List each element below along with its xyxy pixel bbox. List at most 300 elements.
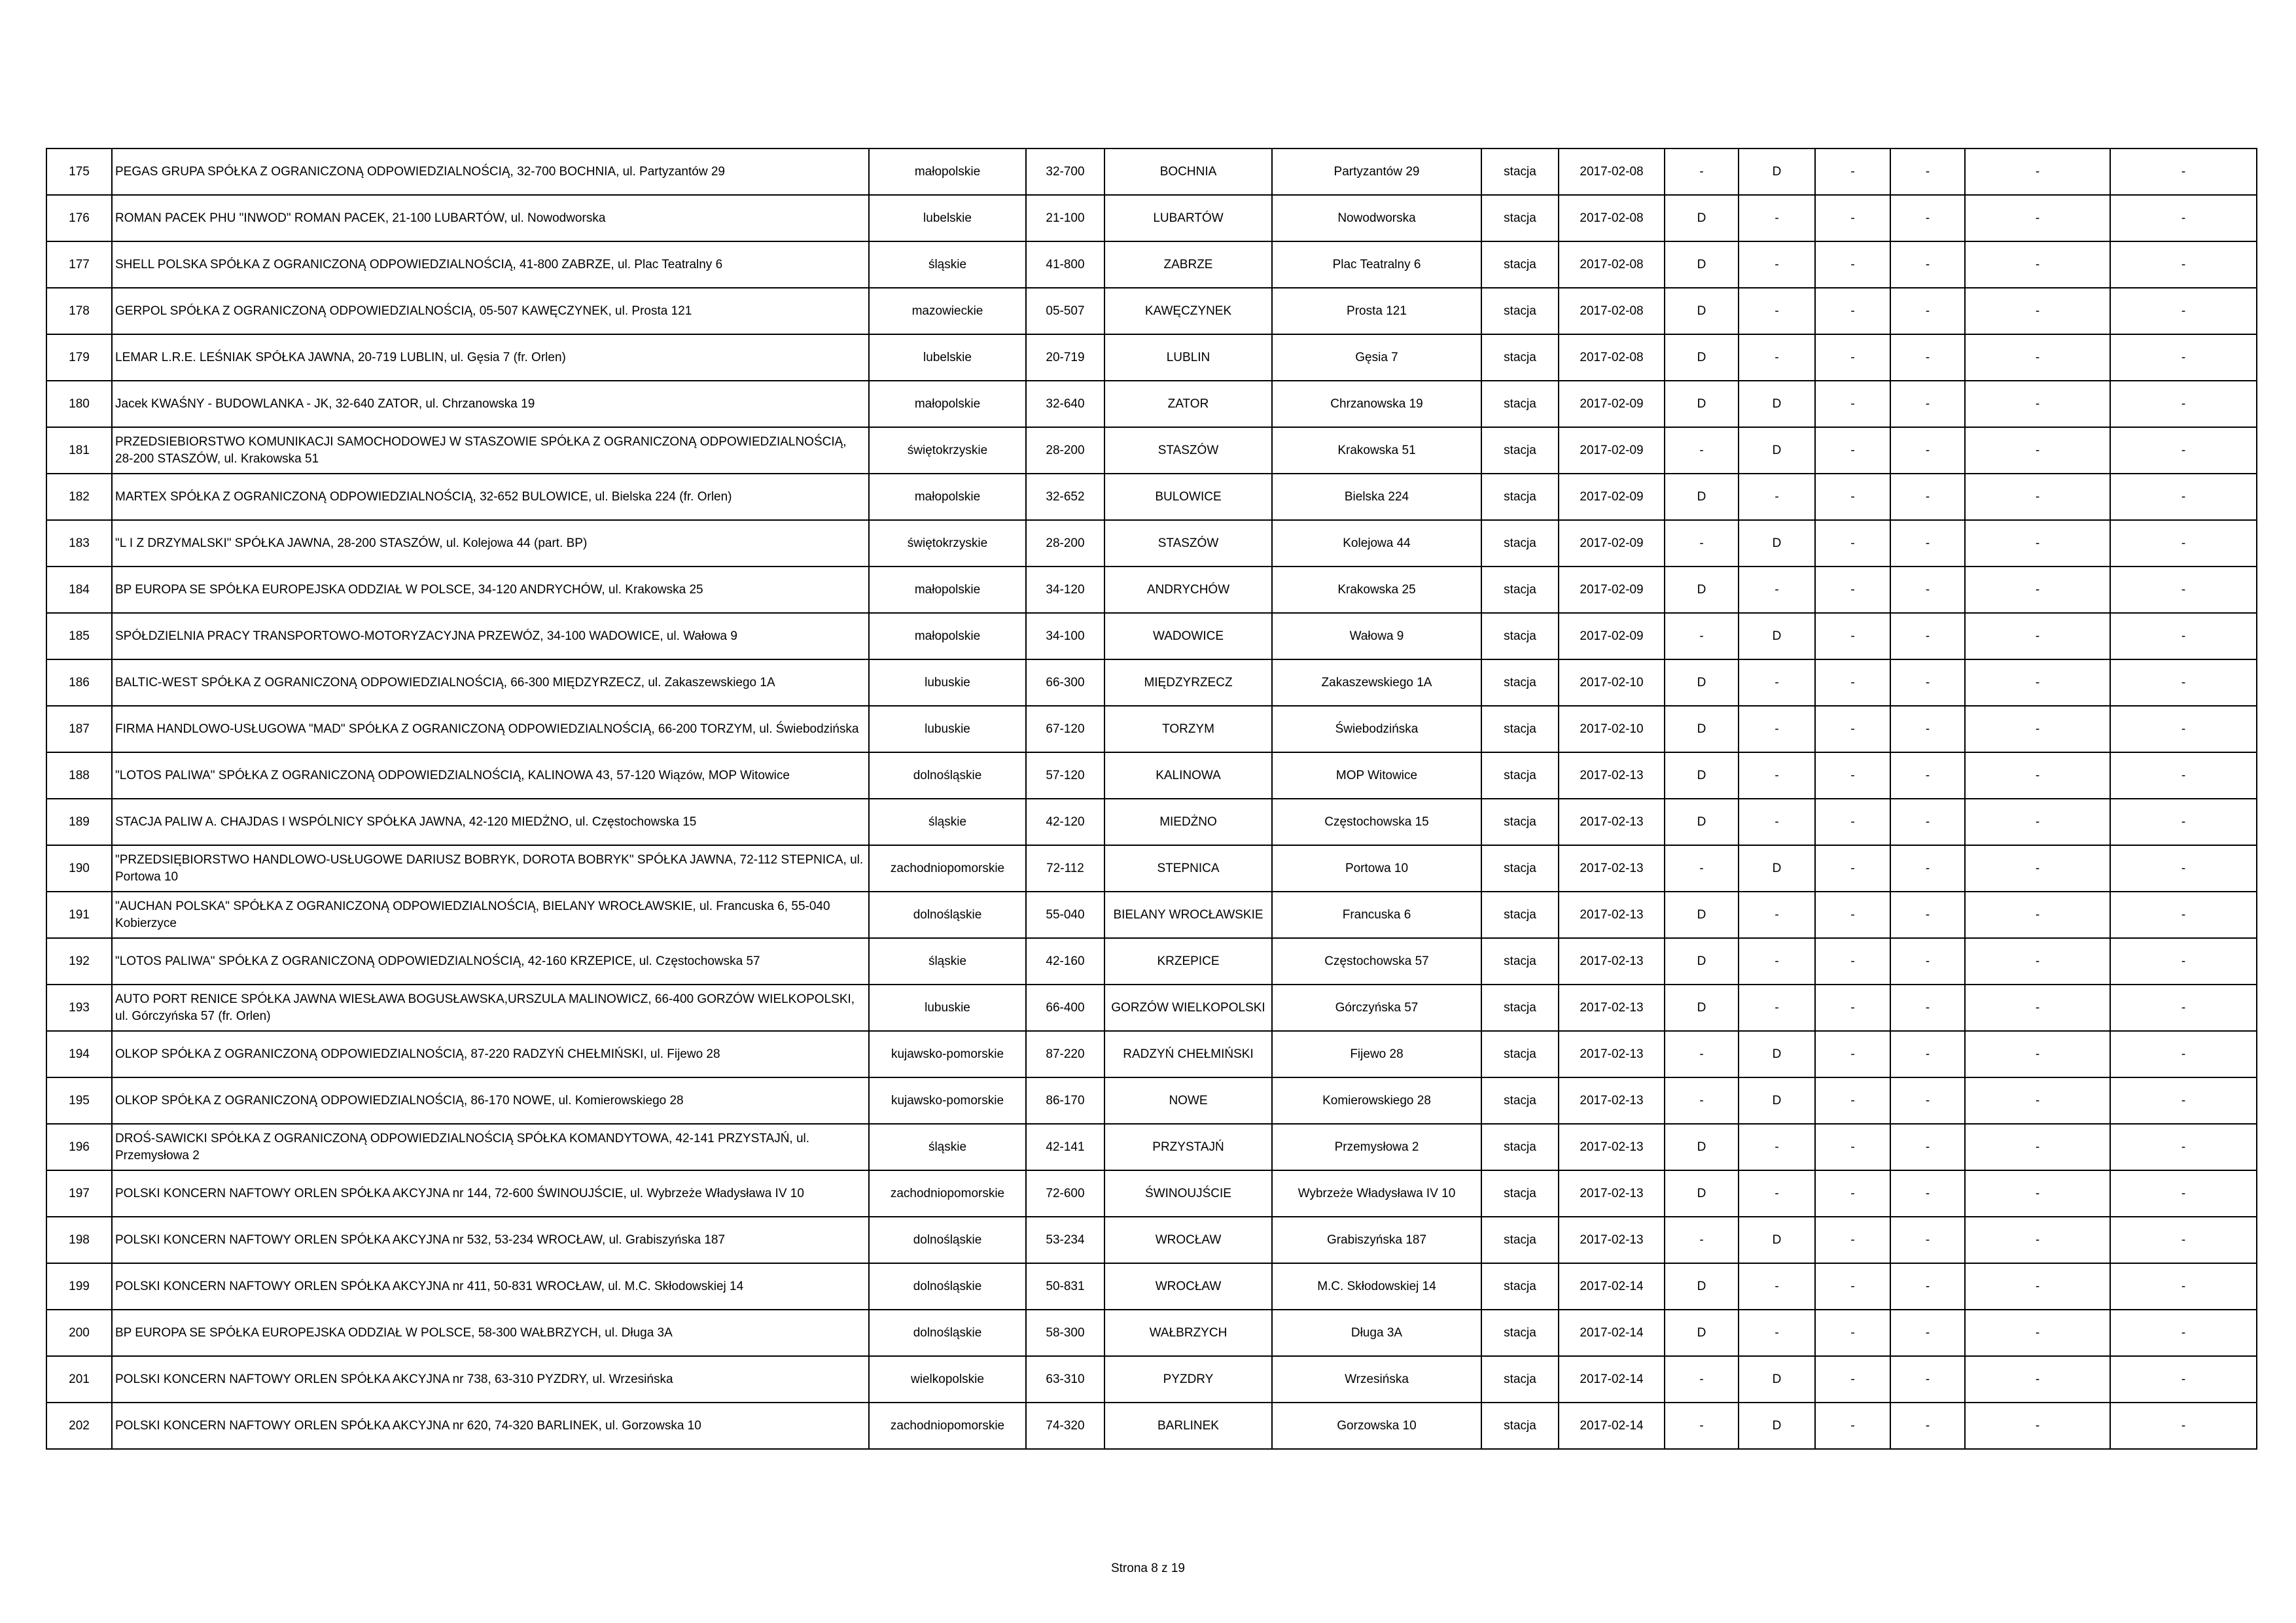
street-cell: Długa 3A <box>1272 1310 1481 1356</box>
flag-cell-4: - <box>1890 195 1965 241</box>
flag-cell-1: D <box>1665 799 1739 845</box>
flag-cell-4: - <box>1890 567 1965 613</box>
voivodeship-cell: lubuskie <box>869 706 1026 752</box>
flag-cell-1: D <box>1665 567 1739 613</box>
flag-cell-3: - <box>1815 241 1890 288</box>
flag-cell-6: - <box>2110 1356 2257 1403</box>
city-cell: STEPNICA <box>1104 845 1272 892</box>
date-cell: 2017-02-13 <box>1559 938 1665 985</box>
flag-cell-1: D <box>1665 288 1739 334</box>
company-cell: BALTIC-WEST SPÓŁKA Z OGRANICZONĄ ODPOWIEDZIALNOŚCIĄ, 66-300 MIĘDZYRZECZ, ul. Zakaszewskiego 1A <box>112 659 869 706</box>
type-cell: stacja <box>1481 799 1559 845</box>
row-number-cell: 180 <box>46 381 112 427</box>
flag-cell-6: - <box>2110 1263 2257 1310</box>
street-cell: Gęsia 7 <box>1272 334 1481 381</box>
flag-cell-1: - <box>1665 148 1739 195</box>
type-cell: stacja <box>1481 892 1559 938</box>
flag-cell-2: - <box>1739 799 1815 845</box>
flag-cell-4: - <box>1890 613 1965 659</box>
flag-cell-5: - <box>1965 985 2110 1031</box>
flag-cell-4: - <box>1890 1403 1965 1449</box>
company-cell: POLSKI KONCERN NAFTOWY ORLEN SPÓŁKA AKCYJNA nr 620, 74-320 BARLINEK, ul. Gorzowska 10 <box>112 1403 869 1449</box>
flag-cell-6: - <box>2110 1170 2257 1217</box>
flag-cell-4: - <box>1890 752 1965 799</box>
flag-cell-5: - <box>1965 1217 2110 1263</box>
date-cell: 2017-02-14 <box>1559 1403 1665 1449</box>
flag-cell-1: - <box>1665 520 1739 567</box>
company-cell: STACJA PALIW A. CHAJDAS I WSPÓLNICY SPÓŁKA JAWNA, 42-120 MIEDŻNO, ul. Częstochowska 15 <box>112 799 869 845</box>
city-cell: ZATOR <box>1104 381 1272 427</box>
flag-cell-4: - <box>1890 1170 1965 1217</box>
flag-cell-2: D <box>1739 381 1815 427</box>
voivodeship-cell: śląskie <box>869 938 1026 985</box>
date-cell: 2017-02-13 <box>1559 799 1665 845</box>
flag-cell-2: - <box>1739 985 1815 1031</box>
table-row <box>46 195 2257 241</box>
street-cell: Częstochowska 57 <box>1272 938 1481 985</box>
flag-cell-3: - <box>1815 195 1890 241</box>
company-cell: DROŚ-SAWICKI SPÓŁKA Z OGRANICZONĄ ODPOWIEDZIALNOŚCIĄ SPÓŁKA KOMANDYTOWA, 42-141 PRZYSTAJŃ, ul. Przemysłowa 2 <box>112 1124 869 1170</box>
flag-cell-5: - <box>1965 195 2110 241</box>
city-cell: MIEDŻNO <box>1104 799 1272 845</box>
row-number-cell: 184 <box>46 567 112 613</box>
flag-cell-4: - <box>1890 288 1965 334</box>
voivodeship-cell: małopolskie <box>869 613 1026 659</box>
row-number-cell: 190 <box>46 845 112 892</box>
city-cell: TORZYM <box>1104 706 1272 752</box>
flag-cell-3: - <box>1815 845 1890 892</box>
date-cell: 2017-02-09 <box>1559 567 1665 613</box>
flag-cell-5: - <box>1965 381 2110 427</box>
flag-cell-1: - <box>1665 1077 1739 1124</box>
flag-cell-4: - <box>1890 892 1965 938</box>
flag-cell-3: - <box>1815 520 1890 567</box>
flag-cell-2: - <box>1739 474 1815 520</box>
flag-cell-4: - <box>1890 1263 1965 1310</box>
type-cell: stacja <box>1481 381 1559 427</box>
row-number-cell: 185 <box>46 613 112 659</box>
postal-code-cell: 20-719 <box>1026 334 1104 381</box>
table-row <box>46 1356 2257 1403</box>
flag-cell-5: - <box>1965 1263 2110 1310</box>
voivodeship-cell: lubuskie <box>869 659 1026 706</box>
row-number-cell: 188 <box>46 752 112 799</box>
flag-cell-4: - <box>1890 1077 1965 1124</box>
street-cell: Wybrzeże Władysława IV 10 <box>1272 1170 1481 1217</box>
flag-cell-3: - <box>1815 1077 1890 1124</box>
flag-cell-1: - <box>1665 1356 1739 1403</box>
table-row <box>46 1031 2257 1077</box>
company-cell: "L I Z DRZYMALSKI" SPÓŁKA JAWNA, 28-200 STASZÓW, ul. Kolejowa 44 (part. BP) <box>112 520 869 567</box>
street-cell: Nowodworska <box>1272 195 1481 241</box>
company-cell: "LOTOS PALIWA" SPÓŁKA Z OGRANICZONĄ ODPOWIEDZIALNOŚCIĄ, 42-160 KRZEPICE, ul. Częstochowska 57 <box>112 938 869 985</box>
flag-cell-3: - <box>1815 985 1890 1031</box>
company-cell: BP EUROPA SE SPÓŁKA EUROPEJSKA ODDZIAŁ W POLSCE, 34-120 ANDRYCHÓW, ul. Krakowska 25 <box>112 567 869 613</box>
flag-cell-1: D <box>1665 195 1739 241</box>
city-cell: ANDRYCHÓW <box>1104 567 1272 613</box>
flag-cell-6: - <box>2110 706 2257 752</box>
flag-cell-6: - <box>2110 1077 2257 1124</box>
row-number-cell: 189 <box>46 799 112 845</box>
company-cell: SPÓŁDZIELNIA PRACY TRANSPORTOWO-MOTORYZACYJNA PRZEWÓZ, 34-100 WADOWICE, ul. Wałowa 9 <box>112 613 869 659</box>
flag-cell-6: - <box>2110 659 2257 706</box>
flag-cell-2: - <box>1739 752 1815 799</box>
city-cell: STASZÓW <box>1104 520 1272 567</box>
flag-cell-3: - <box>1815 334 1890 381</box>
table-row <box>46 567 2257 613</box>
voivodeship-cell: kujawsko-pomorskie <box>869 1077 1026 1124</box>
type-cell: stacja <box>1481 938 1559 985</box>
table-row <box>46 1124 2257 1170</box>
table-row <box>46 752 2257 799</box>
city-cell: STASZÓW <box>1104 427 1272 474</box>
flag-cell-2: - <box>1739 1263 1815 1310</box>
flag-cell-4: - <box>1890 1124 1965 1170</box>
table-row <box>46 474 2257 520</box>
flag-cell-4: - <box>1890 706 1965 752</box>
type-cell: stacja <box>1481 334 1559 381</box>
flag-cell-1: D <box>1665 985 1739 1031</box>
company-cell: "PRZEDSIĘBIORSTWO HANDLOWO-USŁUGOWE DARIUSZ BOBRYK, DOROTA BOBRYK" SPÓŁKA JAWNA, 72-112 STEPNICA, ul. Portowa 10 <box>112 845 869 892</box>
date-cell: 2017-02-10 <box>1559 659 1665 706</box>
flag-cell-5: - <box>1965 1310 2110 1356</box>
flag-cell-4: - <box>1890 474 1965 520</box>
flag-cell-2: D <box>1739 148 1815 195</box>
date-cell: 2017-02-14 <box>1559 1356 1665 1403</box>
date-cell: 2017-02-08 <box>1559 148 1665 195</box>
postal-code-cell: 66-400 <box>1026 985 1104 1031</box>
postal-code-cell: 67-120 <box>1026 706 1104 752</box>
company-cell: POLSKI KONCERN NAFTOWY ORLEN SPÓŁKA AKCYJNA nr 738, 63-310 PYZDRY, ul. Wrzesińska <box>112 1356 869 1403</box>
table-row <box>46 1403 2257 1449</box>
flag-cell-3: - <box>1815 148 1890 195</box>
voivodeship-cell: zachodniopomorskie <box>869 1403 1026 1449</box>
flag-cell-5: - <box>1965 1031 2110 1077</box>
voivodeship-cell: świętokrzyskie <box>869 520 1026 567</box>
row-number-cell: 175 <box>46 148 112 195</box>
date-cell: 2017-02-13 <box>1559 1170 1665 1217</box>
street-cell: Chrzanowska 19 <box>1272 381 1481 427</box>
type-cell: stacja <box>1481 752 1559 799</box>
type-cell: stacja <box>1481 613 1559 659</box>
flag-cell-1: - <box>1665 845 1739 892</box>
date-cell: 2017-02-08 <box>1559 241 1665 288</box>
date-cell: 2017-02-13 <box>1559 752 1665 799</box>
flag-cell-5: - <box>1965 938 2110 985</box>
street-cell: Komierowskiego 28 <box>1272 1077 1481 1124</box>
flag-cell-2: D <box>1739 1356 1815 1403</box>
row-number-cell: 192 <box>46 938 112 985</box>
postal-code-cell: 32-700 <box>1026 148 1104 195</box>
voivodeship-cell: lubelskie <box>869 195 1026 241</box>
table-row <box>46 1263 2257 1310</box>
flag-cell-2: - <box>1739 1170 1815 1217</box>
city-cell: WADOWICE <box>1104 613 1272 659</box>
flag-cell-5: - <box>1965 148 2110 195</box>
flag-cell-4: - <box>1890 1031 1965 1077</box>
flag-cell-3: - <box>1815 1310 1890 1356</box>
voivodeship-cell: śląskie <box>869 241 1026 288</box>
postal-code-cell: 72-600 <box>1026 1170 1104 1217</box>
postal-code-cell: 21-100 <box>1026 195 1104 241</box>
postal-code-cell: 72-112 <box>1026 845 1104 892</box>
row-number-cell: 186 <box>46 659 112 706</box>
flag-cell-3: - <box>1815 752 1890 799</box>
type-cell: stacja <box>1481 1263 1559 1310</box>
flag-cell-1: D <box>1665 706 1739 752</box>
flag-cell-6: - <box>2110 334 2257 381</box>
flag-cell-3: - <box>1815 659 1890 706</box>
table-row <box>46 613 2257 659</box>
company-cell: AUTO PORT RENICE SPÓŁKA JAWNA WIESŁAWA BOGUSŁAWSKA,URSZULA MALINOWICZ, 66-400 GORZÓW WIELKOPOLSKI, ul. Górczyńska 57 (fr. Orlen) <box>112 985 869 1031</box>
flag-cell-1: D <box>1665 474 1739 520</box>
postal-code-cell: 63-310 <box>1026 1356 1104 1403</box>
page-footer: Strona 8 z 19 <box>1110 1562 1186 1575</box>
company-cell: PRZEDSIEBIORSTWO KOMUNIKACJI SAMOCHODOWEJ W STASZOWIE SPÓŁKA Z OGRANICZONĄ ODPOWIEDZIALNOŚCIĄ, 28-200 STASZÓW, ul. Krakowska 51 <box>112 427 869 474</box>
row-number-cell: 201 <box>46 1356 112 1403</box>
city-cell: MIĘDZYRZECZ <box>1104 659 1272 706</box>
flag-cell-3: - <box>1815 1031 1890 1077</box>
city-cell: KAWĘCZYNEK <box>1104 288 1272 334</box>
date-cell: 2017-02-09 <box>1559 520 1665 567</box>
company-cell: OLKOP SPÓŁKA Z OGRANICZONĄ ODPOWIEDZIALNOŚCIĄ, 87-220 RADZYŃ CHEŁMIŃSKI, ul. Fijewo 28 <box>112 1031 869 1077</box>
flag-cell-6: - <box>2110 1031 2257 1077</box>
flag-cell-4: - <box>1890 1310 1965 1356</box>
row-number-cell: 195 <box>46 1077 112 1124</box>
postal-code-cell: 53-234 <box>1026 1217 1104 1263</box>
flag-cell-6: - <box>2110 381 2257 427</box>
street-cell: Zakaszewskiego 1A <box>1272 659 1481 706</box>
company-cell: OLKOP SPÓŁKA Z OGRANICZONĄ ODPOWIEDZIALNOŚCIĄ, 86-170 NOWE, ul. Komierowskiego 28 <box>112 1077 869 1124</box>
flag-cell-1: - <box>1665 613 1739 659</box>
postal-code-cell: 87-220 <box>1026 1031 1104 1077</box>
flag-cell-2: - <box>1739 659 1815 706</box>
postal-code-cell: 05-507 <box>1026 288 1104 334</box>
flag-cell-2: D <box>1739 613 1815 659</box>
date-cell: 2017-02-09 <box>1559 381 1665 427</box>
street-cell: Fijewo 28 <box>1272 1031 1481 1077</box>
row-number-cell: 191 <box>46 892 112 938</box>
company-cell: LEMAR L.R.E. LEŚNIAK SPÓŁKA JAWNA, 20-719 LUBLIN, ul. Gęsia 7 (fr. Orlen) <box>112 334 869 381</box>
row-number-cell: 199 <box>46 1263 112 1310</box>
flag-cell-3: - <box>1815 892 1890 938</box>
city-cell: WAŁBRZYCH <box>1104 1310 1272 1356</box>
voivodeship-cell: śląskie <box>869 1124 1026 1170</box>
flag-cell-5: - <box>1965 613 2110 659</box>
flag-cell-3: - <box>1815 427 1890 474</box>
flag-cell-5: - <box>1965 706 2110 752</box>
postal-code-cell: 34-120 <box>1026 567 1104 613</box>
date-cell: 2017-02-10 <box>1559 706 1665 752</box>
flag-cell-2: - <box>1739 195 1815 241</box>
row-number-cell: 178 <box>46 288 112 334</box>
row-number-cell: 198 <box>46 1217 112 1263</box>
flag-cell-2: D <box>1739 1403 1815 1449</box>
postal-code-cell: 42-120 <box>1026 799 1104 845</box>
data-table <box>46 148 2257 1450</box>
flag-cell-2: D <box>1739 1031 1815 1077</box>
flag-cell-4: - <box>1890 241 1965 288</box>
date-cell: 2017-02-13 <box>1559 1031 1665 1077</box>
table-row <box>46 427 2257 474</box>
company-cell: "LOTOS PALIWA" SPÓŁKA Z OGRANICZONĄ ODPOWIEDZIALNOŚCIĄ, KALINOWA 43, 57-120 Wiązów, MOP Witowice <box>112 752 869 799</box>
flag-cell-3: - <box>1815 474 1890 520</box>
street-cell: Wałowa 9 <box>1272 613 1481 659</box>
flag-cell-6: - <box>2110 241 2257 288</box>
date-cell: 2017-02-08 <box>1559 334 1665 381</box>
street-cell: Francuska 6 <box>1272 892 1481 938</box>
voivodeship-cell: śląskie <box>869 799 1026 845</box>
postal-code-cell: 42-160 <box>1026 938 1104 985</box>
date-cell: 2017-02-13 <box>1559 1077 1665 1124</box>
flag-cell-1: D <box>1665 752 1739 799</box>
type-cell: stacja <box>1481 659 1559 706</box>
flag-cell-1: D <box>1665 241 1739 288</box>
table-row <box>46 148 2257 195</box>
company-cell: SHELL POLSKA SPÓŁKA Z OGRANICZONĄ ODPOWIEDZIALNOŚCIĄ, 41-800 ZABRZE, ul. Plac Teatralny 6 <box>112 241 869 288</box>
type-cell: stacja <box>1481 427 1559 474</box>
flag-cell-6: - <box>2110 752 2257 799</box>
table-row <box>46 1310 2257 1356</box>
city-cell: GORZÓW WIELKOPOLSKI <box>1104 985 1272 1031</box>
flag-cell-5: - <box>1965 1077 2110 1124</box>
flag-cell-6: - <box>2110 195 2257 241</box>
flag-cell-2: - <box>1739 1310 1815 1356</box>
city-cell: ZABRZE <box>1104 241 1272 288</box>
flag-cell-4: - <box>1890 1356 1965 1403</box>
postal-code-cell: 57-120 <box>1026 752 1104 799</box>
table-row <box>46 288 2257 334</box>
flag-cell-4: - <box>1890 938 1965 985</box>
postal-code-cell: 55-040 <box>1026 892 1104 938</box>
voivodeship-cell: wielkopolskie <box>869 1356 1026 1403</box>
flag-cell-4: - <box>1890 799 1965 845</box>
street-cell: Grabiszyńska 187 <box>1272 1217 1481 1263</box>
voivodeship-cell: lubelskie <box>869 334 1026 381</box>
row-number-cell: 181 <box>46 427 112 474</box>
street-cell: Bielska 224 <box>1272 474 1481 520</box>
date-cell: 2017-02-13 <box>1559 1124 1665 1170</box>
type-cell: stacja <box>1481 288 1559 334</box>
voivodeship-cell: małopolskie <box>869 474 1026 520</box>
flag-cell-6: - <box>2110 938 2257 985</box>
voivodeship-cell: kujawsko-pomorskie <box>869 1031 1026 1077</box>
voivodeship-cell: dolnośląskie <box>869 752 1026 799</box>
type-cell: stacja <box>1481 1356 1559 1403</box>
postal-code-cell: 28-200 <box>1026 520 1104 567</box>
date-cell: 2017-02-13 <box>1559 845 1665 892</box>
date-cell: 2017-02-09 <box>1559 474 1665 520</box>
type-cell: stacja <box>1481 845 1559 892</box>
flag-cell-3: - <box>1815 1124 1890 1170</box>
row-number-cell: 183 <box>46 520 112 567</box>
city-cell: BIELANY WROCŁAWSKIE <box>1104 892 1272 938</box>
company-cell: BP EUROPA SE SPÓŁKA EUROPEJSKA ODDZIAŁ W POLSCE, 58-300 WAŁBRZYCH, ul. Długa 3A <box>112 1310 869 1356</box>
company-cell: ROMAN PACEK PHU "INWOD" ROMAN PACEK, 21-100 LUBARTÓW, ul. Nowodworska <box>112 195 869 241</box>
city-cell: BARLINEK <box>1104 1403 1272 1449</box>
flag-cell-5: - <box>1965 1124 2110 1170</box>
street-cell: Prosta 121 <box>1272 288 1481 334</box>
flag-cell-3: - <box>1815 1170 1890 1217</box>
table-row <box>46 845 2257 892</box>
flag-cell-2: - <box>1739 1124 1815 1170</box>
row-number-cell: 200 <box>46 1310 112 1356</box>
table-row <box>46 799 2257 845</box>
flag-cell-2: D <box>1739 1217 1815 1263</box>
type-cell: stacja <box>1481 1124 1559 1170</box>
flag-cell-6: - <box>2110 1124 2257 1170</box>
city-cell: BOCHNIA <box>1104 148 1272 195</box>
flag-cell-2: - <box>1739 334 1815 381</box>
street-cell: Przemysłowa 2 <box>1272 1124 1481 1170</box>
flag-cell-5: - <box>1965 659 2110 706</box>
company-cell: PEGAS GRUPA SPÓŁKA Z OGRANICZONĄ ODPOWIEDZIALNOŚCIĄ, 32-700 BOCHNIA, ul. Partyzantów 29 <box>112 148 869 195</box>
row-number-cell: 179 <box>46 334 112 381</box>
postal-code-cell: 58-300 <box>1026 1310 1104 1356</box>
street-cell: Partyzantów 29 <box>1272 148 1481 195</box>
flag-cell-1: - <box>1665 1217 1739 1263</box>
city-cell: WROCŁAW <box>1104 1263 1272 1310</box>
flag-cell-2: - <box>1739 938 1815 985</box>
flag-cell-1: D <box>1665 334 1739 381</box>
flag-cell-6: - <box>2110 892 2257 938</box>
street-cell: Portowa 10 <box>1272 845 1481 892</box>
row-number-cell: 182 <box>46 474 112 520</box>
flag-cell-4: - <box>1890 845 1965 892</box>
voivodeship-cell: małopolskie <box>869 381 1026 427</box>
flag-cell-6: - <box>2110 474 2257 520</box>
company-cell: "AUCHAN POLSKA" SPÓŁKA Z OGRANICZONĄ ODPOWIEDZIALNOŚCIĄ, BIELANY WROCŁAWSKIE, ul. Francuska 6, 55-040 Kobierzyce <box>112 892 869 938</box>
type-cell: stacja <box>1481 474 1559 520</box>
type-cell: stacja <box>1481 241 1559 288</box>
flag-cell-1: D <box>1665 1170 1739 1217</box>
city-cell: WROCŁAW <box>1104 1217 1272 1263</box>
voivodeship-cell: zachodniopomorskie <box>869 845 1026 892</box>
flag-cell-3: - <box>1815 799 1890 845</box>
flag-cell-4: - <box>1890 520 1965 567</box>
postal-code-cell: 66-300 <box>1026 659 1104 706</box>
flag-cell-2: D <box>1739 845 1815 892</box>
flag-cell-2: - <box>1739 706 1815 752</box>
flag-cell-4: - <box>1890 985 1965 1031</box>
flag-cell-6: - <box>2110 148 2257 195</box>
table-row <box>46 1217 2257 1263</box>
type-cell: stacja <box>1481 1403 1559 1449</box>
street-cell: Górczyńska 57 <box>1272 985 1481 1031</box>
flag-cell-5: - <box>1965 241 2110 288</box>
street-cell: Plac Teatralny 6 <box>1272 241 1481 288</box>
row-number-cell: 177 <box>46 241 112 288</box>
city-cell: LUBLIN <box>1104 334 1272 381</box>
flag-cell-6: - <box>2110 288 2257 334</box>
city-cell: NOWE <box>1104 1077 1272 1124</box>
company-cell: FIRMA HANDLOWO-USŁUGOWA "MAD" SPÓŁKA Z OGRANICZONĄ ODPOWIEDZIALNOŚCIĄ, 66-200 TORZYM, ul. Świebodzińska <box>112 706 869 752</box>
flag-cell-6: - <box>2110 1310 2257 1356</box>
street-cell: Krakowska 25 <box>1272 567 1481 613</box>
postal-code-cell: 34-100 <box>1026 613 1104 659</box>
flag-cell-1: D <box>1665 659 1739 706</box>
flag-cell-4: - <box>1890 334 1965 381</box>
flag-cell-1: - <box>1665 427 1739 474</box>
flag-cell-1: D <box>1665 938 1739 985</box>
type-cell: stacja <box>1481 1031 1559 1077</box>
voivodeship-cell: małopolskie <box>869 567 1026 613</box>
postal-code-cell: 86-170 <box>1026 1077 1104 1124</box>
voivodeship-cell: mazowieckie <box>869 288 1026 334</box>
flag-cell-5: - <box>1965 1170 2110 1217</box>
row-number-cell: 197 <box>46 1170 112 1217</box>
street-cell: Krakowska 51 <box>1272 427 1481 474</box>
